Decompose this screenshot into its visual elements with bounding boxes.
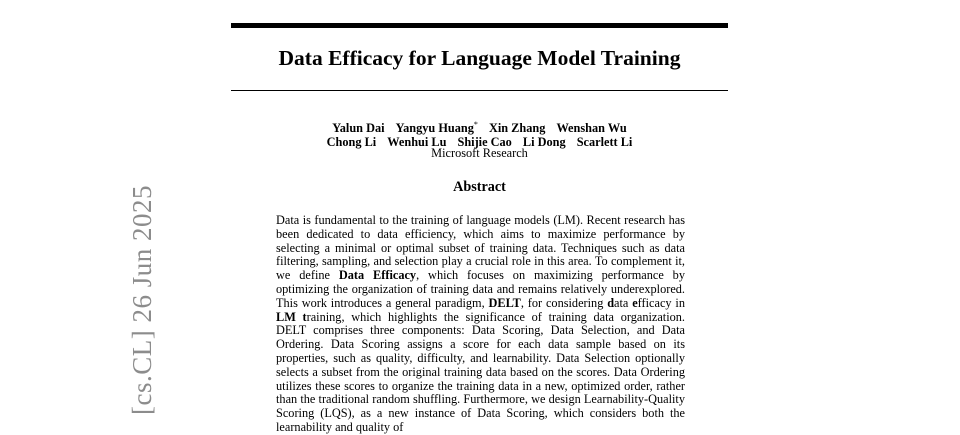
title-top-rule (231, 23, 728, 28)
author: Li Dong (522, 135, 566, 150)
author: Wenshan Wu (556, 121, 627, 136)
term-data-efficacy: Data Efficacy (338, 268, 417, 283)
title-bottom-rule (231, 90, 728, 91)
author-line-1 (231, 118, 728, 135)
paper-title: Data Efficacy for Language Model Training (278, 46, 681, 70)
author-list (231, 118, 728, 149)
author: Chong Li (326, 135, 377, 150)
corresponding-author-mark: * (473, 120, 478, 129)
author: Yalun Dai (332, 121, 385, 136)
affiliation: Microsoft Research (431, 146, 528, 160)
author: Wenhui Lu (387, 135, 447, 150)
author: Yangyu Huang* (395, 120, 478, 136)
author: Xin Zhang (488, 121, 546, 136)
author: Scarlett Li (576, 135, 633, 150)
abstract-heading: Abstract (453, 179, 506, 195)
author: Shijie Cao (457, 135, 512, 150)
term-delt: DELT (488, 295, 521, 310)
arxiv-identifier-stamp: [cs.CL] 26 Jun 2025 (127, 185, 157, 415)
abstract-body (276, 214, 685, 435)
abstract-paragraph: Data is fundamental to the training of language models (LM). Recent research has been dedicated to data efficiency, which aims to maximize performance by selecting a minimal or optimal subset of training data. Techniques such as data filtering, sampling, and selection play a crucial role in this area. To complement it, we define Data Efficacy, which focuses on maximizing performance by optimizing the organization of training data and remains relatively underexplored. This work introduces a general paradigm, DELT, for considering data efficacy in LM training, which highlights the significance of training data organization. DELT comprises three components: Data Scoring, Data Selection, and Data Ordering. Data Scoring assigns a score for each data sample based on its properties, such as quality, difficulty, and learnability. Data Selection optionally selects a subset from the original training data based on the scores. Data Ordering utilizes these scores to organize the training data in a new, optimized order, rather than the traditional random shuffling. Furthermore, we design Learnability-Quality Scoring (LQS), as a new instance of Data Scoring, which considers both the learnability and quality of (276, 213, 686, 434)
